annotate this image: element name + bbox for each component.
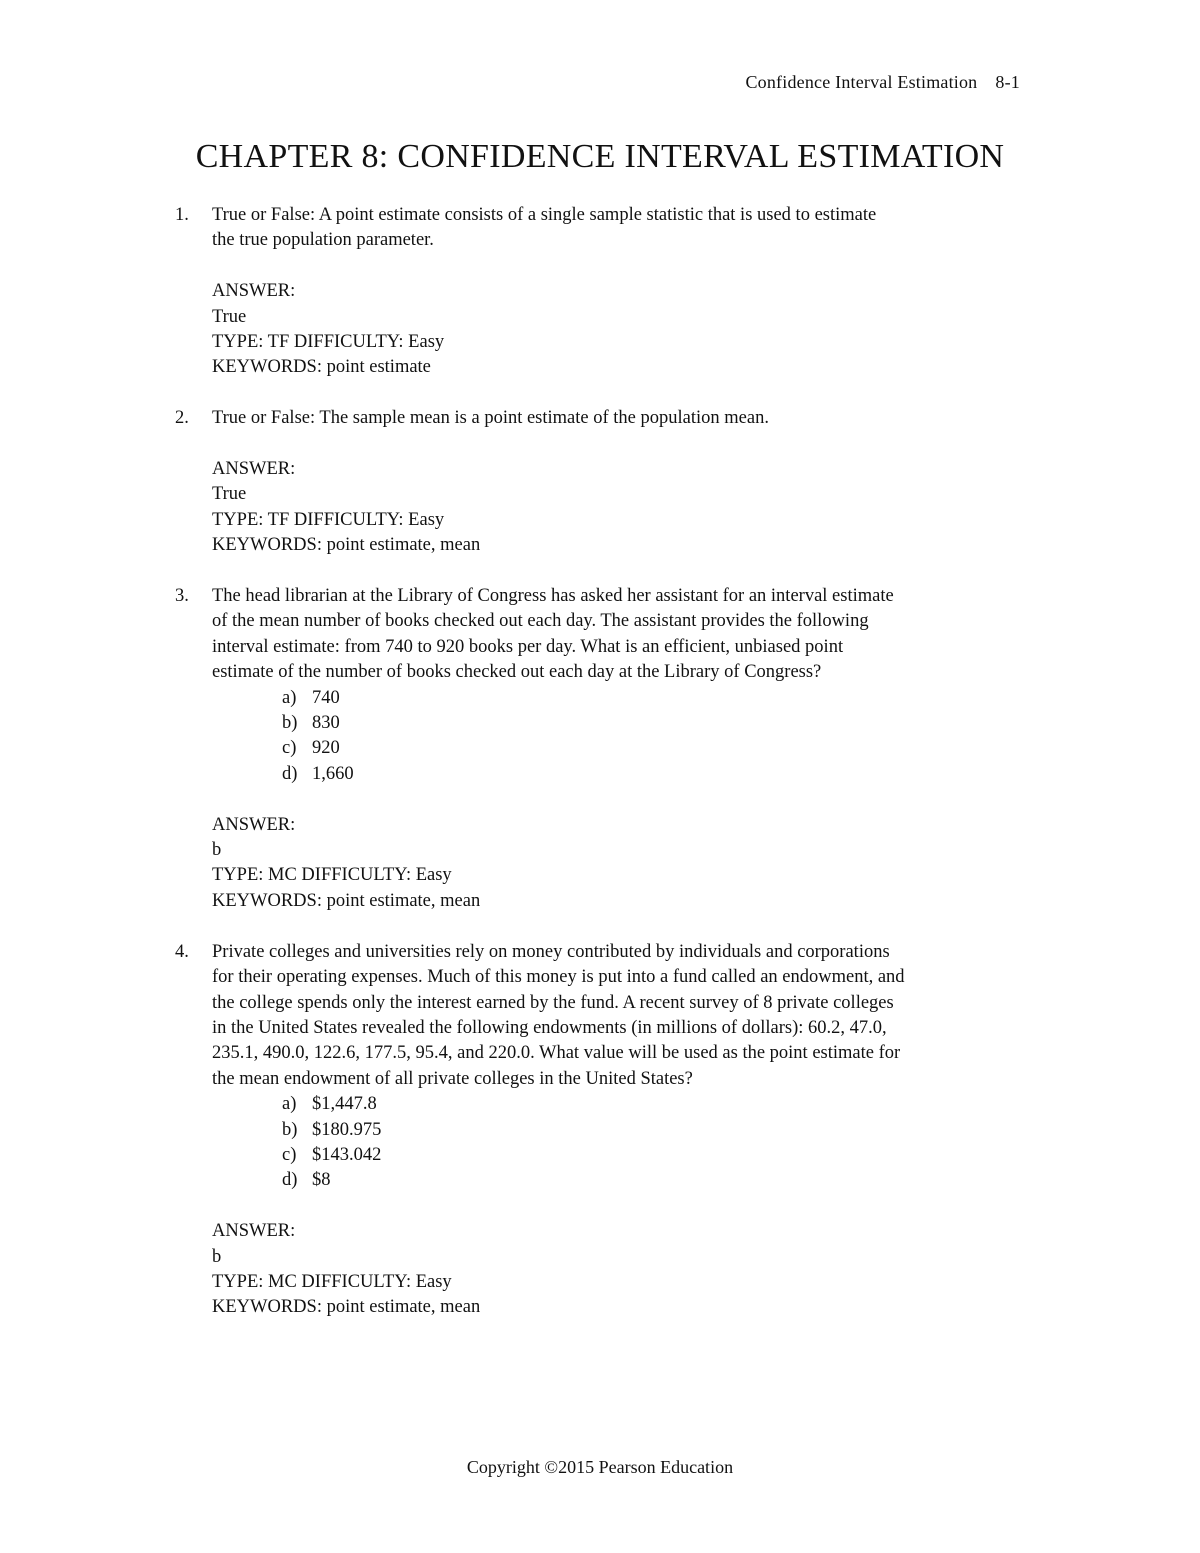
running-header (745, 72, 1020, 93)
option-text: $180.975 (312, 1119, 382, 1140)
option-list (212, 686, 1032, 788)
type-difficulty: TYPE: TF DIFFICULTY: Easy (212, 509, 445, 530)
option-d (282, 762, 1032, 787)
keywords: KEYWORDS: point estimate (212, 357, 431, 378)
answer-value: b (212, 840, 222, 861)
answer-block (212, 457, 1032, 559)
option-a (282, 686, 1032, 711)
answer-value: b (212, 1246, 222, 1267)
question-number: 2. (175, 408, 189, 429)
answer-block (212, 279, 1032, 381)
option-letter: d) (282, 763, 298, 784)
keywords: KEYWORDS: point estimate, mean (212, 1297, 481, 1318)
type-difficulty: TYPE: TF DIFFICULTY: Easy (212, 332, 445, 353)
answer-value: True (212, 484, 247, 505)
page-number: 8-1 (995, 72, 1020, 92)
option-c (282, 736, 1032, 761)
option-c (282, 1143, 1032, 1168)
question-4 (172, 940, 1032, 1321)
question-1 (172, 203, 1032, 381)
option-b (282, 711, 1032, 736)
option-d (282, 1168, 1032, 1193)
type-difficulty: TYPE: MC DIFFICULTY: Easy (212, 1271, 452, 1292)
option-b (282, 1118, 1032, 1143)
option-text: $8 (312, 1170, 331, 1191)
copyright-footer: Copyright ©2015 Pearson Education (466, 1457, 734, 1477)
question-text: Private colleges and universities rely on money contributed by individuals and corporations for their operating expenses. Much of this money is put into a fund called an endowment, and the college spends only the interest earned by the fund. A recent survey of 8 private colleges in the United States revealed the following endowments (in millions of dollars): 60.2, 47.0, 235.1, 490.0, 122.6, 177.5, 95.4, and 220.0. What value will be used as the point estimate for the mean endowment of all private colleges in the United States? (212, 941, 905, 1089)
answer-block (212, 813, 1032, 915)
keywords: KEYWORDS: point estimate, mean (212, 535, 481, 556)
question-number: 3. (175, 586, 189, 607)
option-text: 920 (312, 738, 340, 759)
option-letter: c) (282, 1144, 297, 1165)
answer-value: True (212, 306, 247, 327)
option-letter: d) (282, 1170, 298, 1191)
option-text: $143.042 (312, 1144, 382, 1165)
question-text: True or False: A point estimate consists of a single sample statistic that is used to estimate the true population parameter. (212, 205, 877, 251)
option-text: 740 (312, 687, 340, 708)
answer-label: ANSWER: (212, 459, 296, 480)
question-2 (172, 406, 1032, 558)
running-title: Confidence Interval Estimation (745, 72, 978, 92)
keywords: KEYWORDS: point estimate, mean (212, 890, 481, 911)
answer-label: ANSWER: (212, 281, 296, 302)
option-letter: c) (282, 738, 297, 759)
answer-label: ANSWER: (212, 1221, 296, 1242)
option-text: 1,660 (312, 763, 354, 784)
option-letter: b) (282, 713, 298, 734)
type-difficulty: TYPE: MC DIFFICULTY: Easy (212, 865, 452, 886)
question-3 (172, 584, 1032, 914)
question-list (172, 203, 1032, 1346)
option-letter: b) (282, 1119, 298, 1140)
option-a (282, 1092, 1032, 1117)
question-number: 1. (175, 205, 189, 225)
question-number: 4. (175, 941, 189, 962)
question-text: True or False: The sample mean is a point estimate of the population mean. (212, 408, 769, 429)
answer-block (212, 1219, 1032, 1321)
option-text: 830 (312, 713, 340, 734)
chapter-title: CHAPTER 8: CONFIDENCE INTERVAL ESTIMATION (195, 138, 1005, 175)
answer-label: ANSWER: (212, 814, 296, 835)
option-list (212, 1092, 1032, 1194)
question-text: The head librarian at the Library of Congress has asked her assistant for an interval estimate of the mean number of books checked out each day. The assistant provides the following interval estimate: from 740 to 920 books per day. What is an efficient, unbiased point estimate of the number of books checked out each day at the Library of Congress? (212, 586, 894, 683)
option-letter: a) (282, 687, 297, 708)
option-text: $1,447.8 (312, 1094, 377, 1115)
option-letter: a) (282, 1094, 297, 1115)
